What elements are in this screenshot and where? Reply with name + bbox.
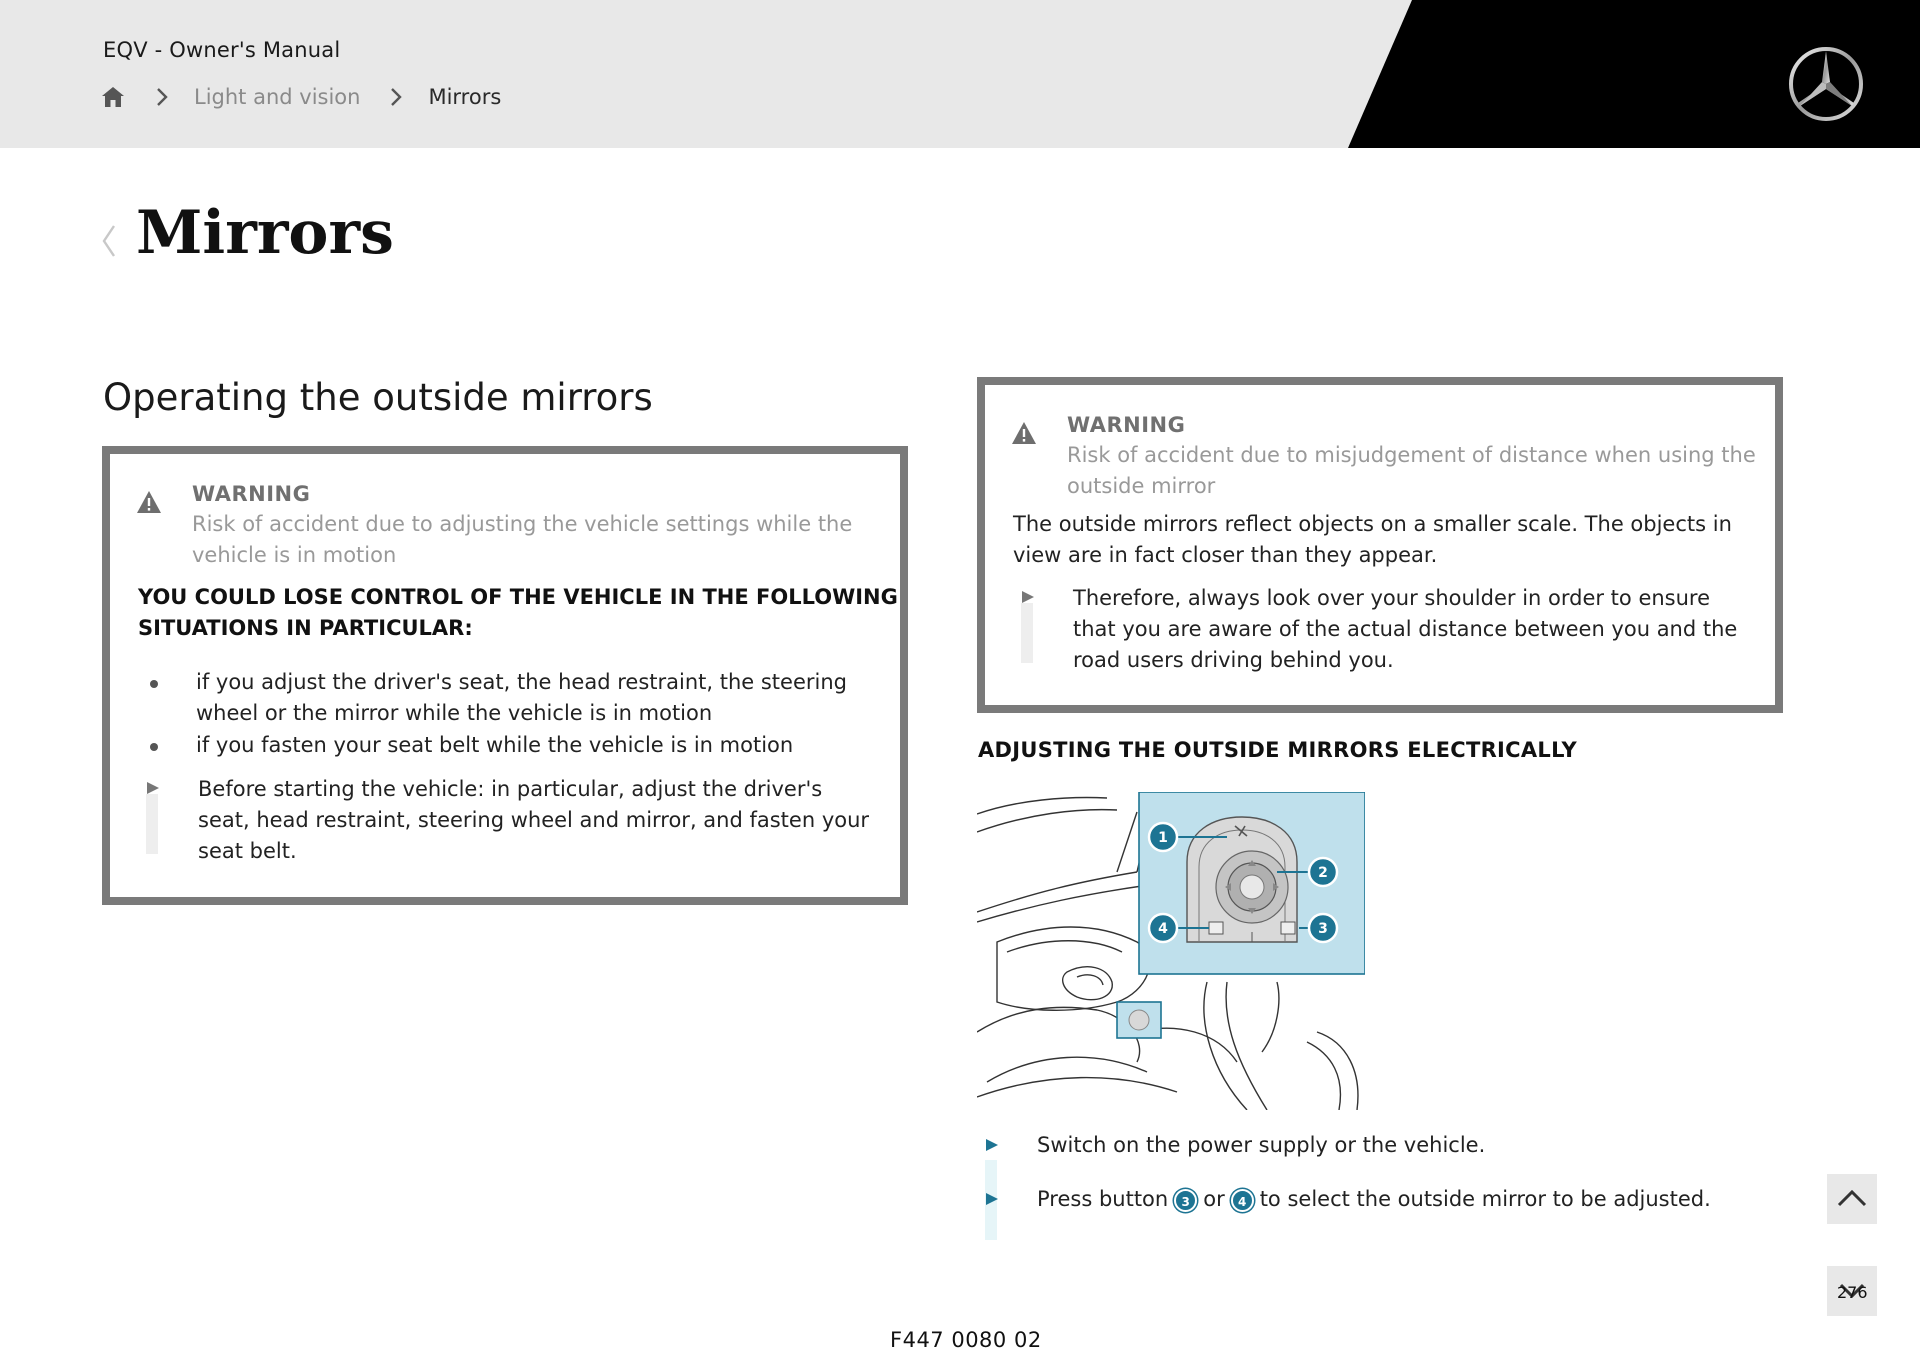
mercedes-star-logo[interactable]: [1787, 45, 1865, 123]
warning-box-distance: [977, 377, 1783, 713]
chevron-right-icon: [386, 85, 406, 109]
warning-subtitle-line: Risk of accident due to misjudgement of distance when using the: [1067, 443, 1756, 467]
breadcrumb: [100, 82, 501, 112]
bullet-dot: [150, 680, 158, 688]
instruction-arrow-icon: [146, 781, 160, 795]
warning-triangle-icon: [136, 490, 162, 514]
bullet-dot: [150, 743, 158, 751]
figure-callout-3: [1309, 914, 1337, 942]
step-2-text-mid: or: [1203, 1187, 1225, 1211]
instruction-text-line: seat, head restraint, steering wheel and mirror, and fasten your: [198, 808, 870, 832]
instruction-arrow-icon: [1021, 590, 1035, 604]
figure-callout-label: 2: [1318, 865, 1328, 881]
step-arrow-icon: [985, 1192, 999, 1206]
chevron-left-icon[interactable]: [100, 222, 118, 260]
inline-button-number: 4: [1231, 1189, 1254, 1212]
warning-subtitle-line: outside mirror: [1067, 474, 1216, 498]
warning-triangle-icon: [1011, 421, 1037, 445]
step-2-text: [1037, 1184, 1711, 1215]
warning-caps-line: YOU COULD LOSE CONTROL OF THE VEHICLE IN THE FOLLOWING: [138, 585, 898, 609]
warning-body-line: The outside mirrors reflect objects on a smaller scale. The objects in: [1013, 512, 1732, 536]
sub-heading: ADJUSTING THE OUTSIDE MIRRORS ELECTRICALLY: [978, 738, 1578, 762]
scroll-up-button[interactable]: [1827, 1174, 1877, 1224]
warning-caps-line: SITUATIONS IN PARTICULAR:: [138, 616, 473, 640]
figure-callout-label: 3: [1318, 921, 1328, 937]
mirror-switch-illustration: [977, 792, 1365, 1110]
warning-label: WARNING: [1067, 413, 1186, 437]
home-icon[interactable]: [100, 85, 126, 109]
step-1-text: Switch on the power supply or the vehicle.: [1037, 1133, 1486, 1157]
breadcrumb-item-mirrors: Mirrors: [428, 85, 502, 109]
warning-body-line: view are in fact closer than they appear.: [1013, 543, 1438, 567]
instruction-bar: [1021, 603, 1033, 663]
instruction-bar: [146, 794, 158, 854]
step-2-text-pre: Press button: [1037, 1187, 1169, 1211]
bullet-text-line: if you adjust the driver's seat, the head restraint, the steering: [196, 670, 847, 694]
step-arrow-icon: [985, 1138, 999, 1152]
instruction-text-line: road users driving behind you.: [1073, 648, 1394, 672]
bullet-text-line: wheel or the mirror while the vehicle is in motion: [196, 701, 713, 725]
warning-subtitle-line: Risk of accident due to adjusting the vehicle settings while the: [192, 512, 853, 536]
page-title: Mirrors: [136, 198, 394, 268]
breadcrumb-item-light-and-vision[interactable]: Light and vision: [194, 85, 361, 109]
warning-subtitle-line: vehicle is in motion: [192, 543, 397, 567]
figure-callout-label: 1: [1158, 830, 1168, 846]
chevron-right-icon: [152, 85, 172, 109]
figure-callout-1: [1149, 823, 1177, 851]
figure-code: F447 0080 02: [890, 1328, 1042, 1352]
step-2-text-post: to select the outside mirror to be adjusted.: [1259, 1187, 1711, 1211]
instruction-text-line: that you are aware of the actual distance between you and the: [1073, 617, 1738, 641]
warning-label: WARNING: [192, 482, 311, 506]
page-number: 276: [1837, 1283, 1868, 1302]
figure-callout-4: [1149, 914, 1177, 942]
figure-callout-2: [1309, 858, 1337, 886]
instruction-text-line: Therefore, always look over your shoulder in order to ensure: [1073, 586, 1711, 610]
header-bar: [0, 0, 1920, 148]
section-title: Operating the outside mirrors: [103, 376, 653, 419]
warning-box-motion: [102, 446, 908, 905]
inline-button-number: 3: [1174, 1189, 1197, 1212]
instruction-text-line: Before starting the vehicle: in particular, adjust the driver's: [198, 777, 823, 801]
bullet-text-line: if you fasten your seat belt while the vehicle is in motion: [196, 733, 794, 757]
instruction-text-line: seat belt.: [198, 839, 297, 863]
figure-callout-label: 4: [1158, 921, 1168, 937]
manual-title: EQV - Owner's Manual: [103, 38, 341, 62]
chevron-up-icon: [1827, 1174, 1877, 1224]
